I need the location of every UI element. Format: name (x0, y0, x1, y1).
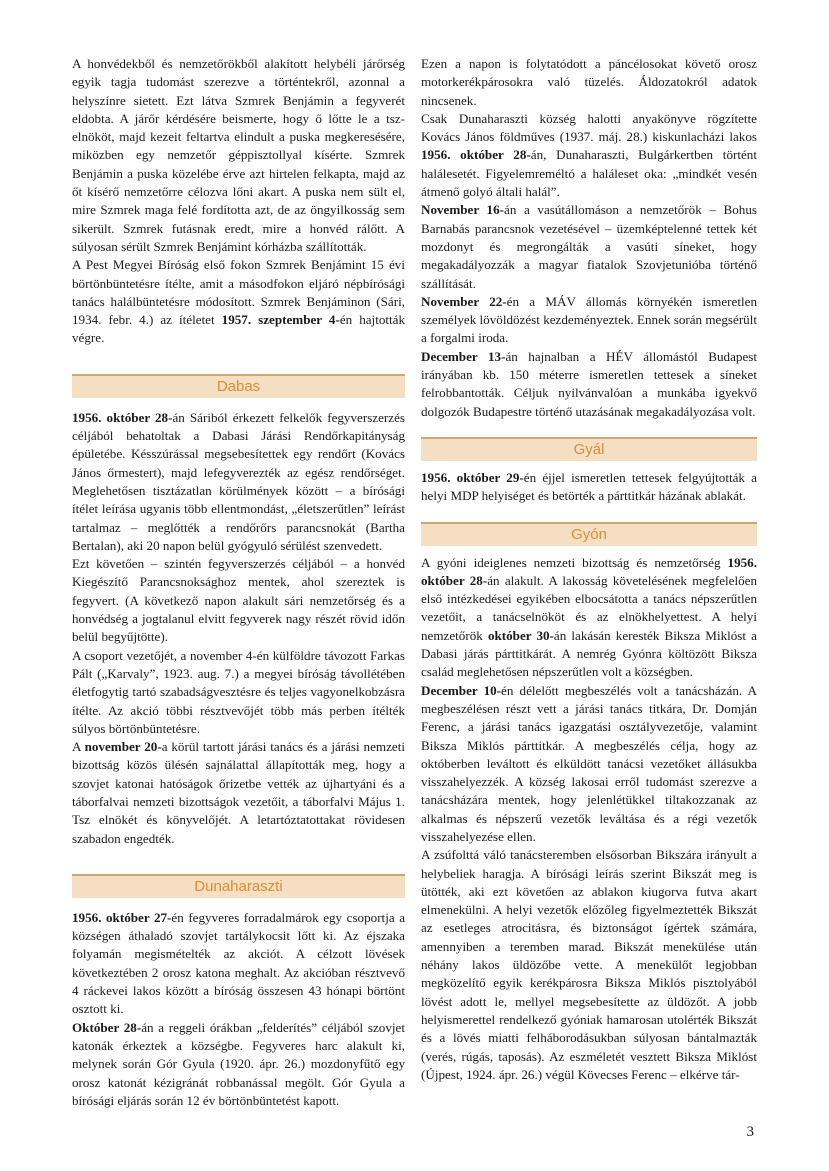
paragraph (421, 348, 757, 421)
text-run: én éjjel ismeretlen tettesek felgyújtották a helyi MDP helyiséget és betörték a párttitkár házának ablakát. (421, 469, 757, 504)
date-bold: 1956. október 27- (72, 909, 172, 925)
date-bold: 1956. október 28- (421, 554, 757, 588)
paragraph (421, 554, 757, 682)
date-bold: november 20- (84, 739, 162, 755)
date-bold: 1956. október 29- (421, 469, 524, 485)
paragraph (421, 682, 757, 847)
text-run: án lakásán keresték Biksza Miklóst a Dabasi járás párttitkárát. A nemrég Gyónra költözött Biksza család meglehetősen népszerűtlen volt a községben. (421, 627, 757, 680)
text-run: A gyóni ideiglenes nemzeti bizottság és nemzetőrség (421, 554, 728, 570)
paragraph (72, 909, 405, 1019)
paragraph (421, 293, 757, 348)
paragraph (421, 201, 757, 292)
paragraph (72, 409, 405, 555)
date-bold: November 22- (421, 293, 507, 309)
date-bold: 1956. október 28- (72, 409, 173, 425)
paragraph: Ezt követően – szintén fegyverszerzés céljából – a honvéd Kiegészítő Parancsnoksághoz mentek, ahol szereztek is fegyvert. (A következő napon alakult sári nemzetőrség és a honvédség a jogtalanul elvitt fegyverek nagy részét rövid időn belül begyűjtötte). (72, 556, 405, 645)
paragraph (72, 1019, 405, 1110)
paragraph: Ezen a napon is folytatódott a páncélosokat követő orosz motorkerékpárosokra való tüzelés. Áldozatokról adatok nincsenek. (421, 56, 757, 108)
paragraph: A csoport vezetőjét, a november 4-én külföldre távozott Farkas Pált („Karvaly”, 1923. aug. 7.) a megyei bíróság távollétében életfogytig tartó szabadságvesztésre és teljes vagyonelkobzásra ítélte. Az akció többi résztvevőjét több más perben ítélték súlyos börtönbüntetésre. (72, 647, 405, 736)
text-run: a körül tartott járási tanács és a járási nemzeti bizottság közös ülésén sajnálattal állapították meg, hogy a szovjet katonai hatóságok őrizetbe vették az újhartyáni és a táborfalvai nemzeti bizottságok vezetőit, a táborfalvi Május 1. Tsz elnökét és könyvelőjét. A letartóztatottakat rövidesen szabadon engedték. (72, 739, 405, 846)
paragraph (421, 469, 757, 506)
date-bold: November 16- (421, 202, 505, 218)
text-run: án a reggeli órákban „felderítés” céljából szovjet katonák érkeztek a községbe. Fegyveres harc alakult ki, melynek során Gór Gyula (1920. ápr. 26.) mozdonyfűtő egy orosz katonát kézigránát robbanással megölt. Gór Gyula a bírósági eljárás során 12 év börtönbüntetést kapott. (72, 1019, 405, 1108)
page-number: 3 (746, 1124, 754, 1140)
text-run: én délelőtt megbeszélés volt a tanácsházán. A megbeszélésen részt vett a járási tanács titkára, Dr. Domján Ferenc, a járási tanács igazgatási osztályvezetője, valamint Biksza Miklós párttitkár. A megbeszélés célja, hogy az októberben leváltott és elküldött tanácsi vezetőket állásukba visszahelyezzék. A község lakosai erről tudomást szerezve a tanácsházára mentek, hogy jelenlétükkel tiltakozzanak az alkalmas és népszerű vezetők leváltása és a régi vezetők visszahelyezése ellen. (421, 682, 757, 844)
text-run: A (72, 739, 85, 755)
date-bold: 1956. október 28- (421, 147, 531, 163)
section-header-dabas: Dabas (72, 374, 405, 398)
date-bold: október 30- (487, 627, 554, 643)
text-run: án, Dunaharaszti, Bulgárkertben történt halálesetét. Figyelemreméltó a haláleset oka: „mindkét vesén átmenő golyó általi halál”. (421, 147, 757, 200)
date-bold: December 13- (421, 348, 506, 364)
text-run: án a vasútállomáson a nemzetőrök – Bohus Barnabás parancsnok vezetésével – üzemképtelenné tettek két mozdonyt és megrongálták a vasúti síneket, hogy megakadályozzák a magyar fiatalok Szovjetunióba történő szállítását. (421, 202, 757, 291)
section-header-gyon: Gyón (421, 522, 757, 546)
text-run: én fegyveres forradalmárok egy csoportja a községen áthaladó szovjet tartálykocsit lőtt ki. Az éjszaka folyamán megismételték az akciót. A célzott lövések következtében 2 orosz katona meghalt. Az akcióban résztvevő 4 ráckevei lakos között a bíróság összesen 43 hónapi börtönt osztott ki. (72, 909, 405, 1017)
date-bold: Október 28- (72, 1019, 142, 1035)
text-run: án Sáriból érkezett felkelők fegyverszerzés céljából behatoltak a Dabasi Járási Rendőrkapitányság épületébe. Késszúrással megsebesítettek egy rendőrt (Kovács János őrmestert), majd lefegyverezték az egész rendőrséget. Meglehetősen tisztázatlan körülmények között – a bírósági ítélet leírása ugyanis több ellentmondást, „életszerűtlen” leírást tartalmaz – meglőtték a rendőrőrs parancsnokát (Bartha Bertalan), aki 20 napon belül gyógyuló sérülést szenvedett. (72, 409, 405, 553)
section-header-dunaharaszti: Dunaharaszti (72, 874, 405, 898)
paragraph (72, 256, 405, 347)
date-bold: December 10- (421, 682, 502, 698)
text-run: A Pest Megyei Bíróság első fokon Szmrek Benjámint 15 évi börtönbüntetésre ítélte, amit a másodfokon eljáró népbírósági tanács halálbüntetésre módosított. Szmrek Benjáminon (Sári, 1934. febr. 4.) az ítéletet (72, 257, 405, 328)
left-column (72, 55, 405, 1110)
paragraph: A honvédekből és nemzetőrökből alakított helybéli járőrség egyik tagja tudomást szerezve a történtekről, azonnal a helyszínre sietett. Ezt látva Szmrek Benjámin a fegyverét eldobta. A járőr kérdésére beismerte, hogy ő lőtte le a tsz- elnököt, majd kezeit feltartva elindult a puska megkeresésére, miközben egy nemzetőr géppisztollyal kísérte. Szmrek Benjámin a puska közelébe érve azt hirtelen felkapta, majd az őt kísérő nemzetőrre célozva lőni akart. A puska nem sült el, mire Szmrek maga felé fordította azt, de az öngyilkosság sem sikerült. Szmrek futásnak eredt, mire a honvéd rálőtt. A súlyosan sérült Szmrek Benjámint kórházba szállították. (72, 56, 405, 254)
right-column (421, 55, 757, 1084)
text-run: án hajnalban a HÉV állomástól Budapest irányában kb. 150 méterre ismeretlen tettesek a síneket felrobbantották. Céljuk nyilvánvalóan a munkába igyekvő dolgozók Budapestre történő utazásának megakadályozása volt. (421, 348, 757, 419)
text-run: én hajtották végre. (72, 312, 406, 346)
text-run: én a MÁV állomás környékén ismeretlen személyek lövöldözést kezdeményeztek. Ennek során megsérült a forgalmi iroda. (421, 293, 757, 346)
paragraph (72, 738, 405, 848)
paragraph: A zsúfolttá váló tanácsteremben elsősorban Bikszára irányult a helybeliek haragja. A bírósági leírás szerint Bikszát meg is ütötték, aki ezt követően az ablakon kiugorva futva akart elmenekülni. A helyi vezetők előzőleg figyelmeztették Bikszát az esetleges atrocitásra, és biztonságot ígértek számára, amennyiben a teremben marad. Bikszát menekülése után néhány lakos üldözőbe vette. A menekülőt legjobban megközelítő egyik kerékpárosra Biksza Miklós pisztolyából lövést adott le, mellyel megsebesítette az üldözőt. A jobb helyismerettel rendelkező gyóniak hamarosan utolérték Bikszát és a lövés miatti felháborodásukban súlyosan bántalmazták (verés, rúgás, taposás). Az eszméletét vesztett Biksza Miklóst (Újpest, 1924. ápr. 26.) végül Kövecses Ferenc – elkérve tár- (421, 847, 757, 1082)
paragraph (421, 110, 757, 201)
section-header-gyal: Gyál (421, 437, 757, 461)
text-run: án alakult. A lakosság követelésének megfelelően első intézkedései egyikében elbocsátotta a tanács népszerűtlen vezetőit, a tanácselnököt és az elnökhelyettest. A helyi nemzetőrök (421, 572, 758, 643)
text-run: Csak Dunaharaszti község halotti anyakönyve rögzítette Kovács János földműves (1937. máj. 28.) kiskunlacházi lakos (421, 110, 757, 145)
date-bold: 1957. szeptember 4- (221, 312, 340, 328)
